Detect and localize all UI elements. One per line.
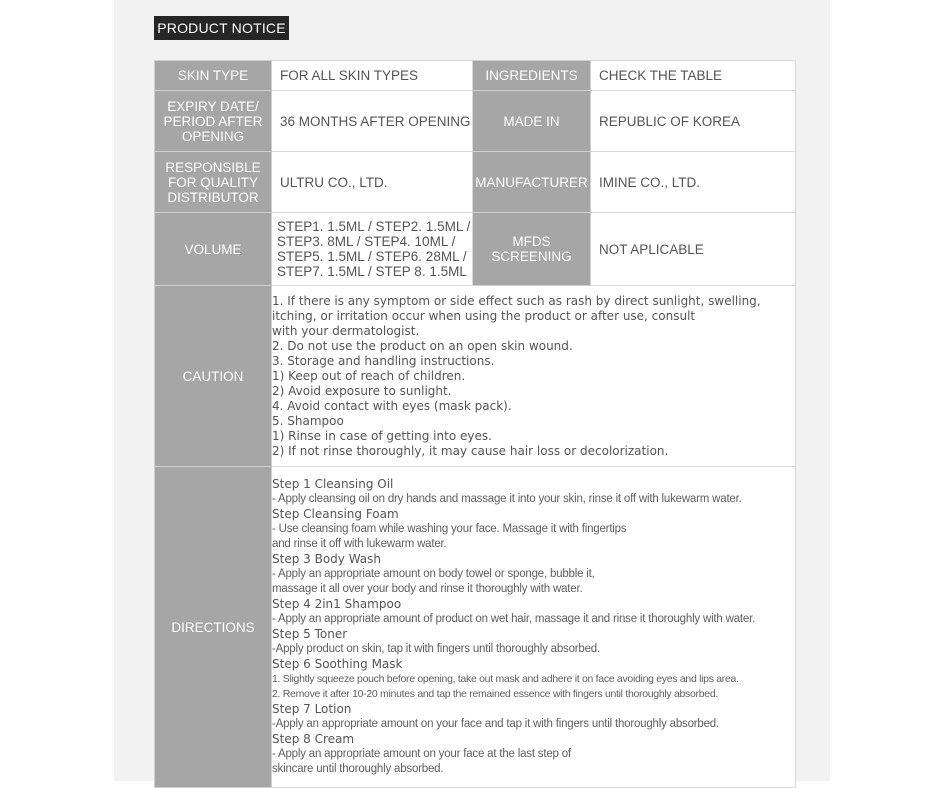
- skin-type-value: FOR ALL SKIN TYPES: [272, 61, 473, 91]
- made-in-value: REPUBLIC OF KOREA: [591, 91, 796, 152]
- volume-label: VOLUME: [155, 213, 272, 286]
- expiry-label: EXPIRY DATE/ PERIOD AFTER OPENING: [155, 91, 272, 152]
- responsible-distributor-value: ULTRU CO., LTD.: [272, 152, 473, 213]
- product-info-table: [154, 60, 796, 788]
- step-description: - Apply an appropriate amount on body towel or sponge, bubble it, massage it all over your body and rinse it thoroughly with water.: [272, 568, 595, 595]
- skin-type-label: SKIN TYPE: [155, 61, 272, 91]
- table-row: [155, 152, 796, 213]
- direction-step-1: [272, 477, 795, 507]
- direction-step-7: [272, 702, 795, 732]
- step-description: - Apply an appropriate amount on your face at the last step of skincare until thoroughly absorbed.: [272, 748, 571, 775]
- step-description: -Apply an appropriate amount on your face and tap it with fingers until thoroughly absorbed.: [272, 718, 719, 730]
- directions-label: DIRECTIONS: [155, 467, 272, 788]
- responsible-distributor-label: RESPONSIBLE FOR QUALITY DISTRIBUTOR: [155, 152, 272, 213]
- step-title: Step 3 Body Wash: [272, 552, 382, 566]
- mfds-screening-label: MFDS SCREENING: [473, 213, 591, 286]
- ingredients-label: INGREDIENTS: [473, 61, 591, 91]
- manufacturer-label: MANUFACTURER: [473, 152, 591, 213]
- table-row: [155, 467, 796, 788]
- table-row: [155, 91, 796, 152]
- step-title: Step 7 Lotion: [272, 702, 352, 716]
- step-description: - Apply cleansing oil on dry hands and massage it into your skin, rinse it off with lukewarm water.: [272, 493, 742, 505]
- caution-text: 1. If there is any symptom or side effect such as rash by direct sunlight, swelling, itching, or irritation occur when using the product or after use, consult with your dermatologist. 2. Do not use the product on an open skin wound. 3. Storage and handling instructions. 1) Keep out of reach of children. 2) Avoid exposure to sunlight. 4. Avoid contact with eyes (mask pack). 5. Shampoo 1) Rinse in case of getting into eyes. 2) If not rinse thoroughly, it may cause hair loss or decolorization.: [272, 286, 796, 467]
- direction-step-5: [272, 627, 795, 657]
- step-description: - Use cleansing foam while washing your face. Massage it with fingertips and rinse it off with lukewarm water.: [272, 523, 627, 550]
- step-title: Step 8 Cream: [272, 732, 355, 746]
- step-title: Step 4 2in1 Shampoo: [272, 597, 402, 611]
- expiry-value: 36 MONTHS AFTER OPENING: [272, 91, 473, 152]
- direction-step-3: [272, 552, 795, 597]
- step-title: Step 1 Cleansing Oil: [272, 477, 394, 491]
- table-row: [155, 213, 796, 286]
- table-row: [155, 286, 796, 467]
- mfds-screening-value: NOT APLICABLE: [591, 213, 796, 286]
- step-description: - Apply an appropriate amount of product on wet hair, massage it and rinse it thoroughly with water.: [272, 613, 756, 625]
- caution-label: CAUTION: [155, 286, 272, 467]
- direction-step-4: [272, 597, 795, 627]
- product-notice-title: PRODUCT NOTICE: [154, 16, 289, 40]
- direction-step-6: [272, 657, 795, 702]
- step-description: 1. Slightly squeeze pouch before opening, take out mask and adhere it on face avoiding eyes and lips area. 2. Remove it after 10-20 minutes and tap the remained essence with fingers until thoroughly absorbed.: [272, 673, 739, 700]
- product-notice-page: [114, 0, 830, 781]
- direction-step-2: [272, 507, 795, 552]
- made-in-label: MADE IN: [473, 91, 591, 152]
- volume-value: STEP1. 1.5ML / STEP2. 1.5ML / STEP3. 8ML / STEP4. 10ML / STEP5. 1.5ML / STEP6. 28ML / STEP7. 1.5ML / STEP 8. 1.5ML: [272, 213, 473, 286]
- direction-step-8: [272, 732, 795, 777]
- table-row: [155, 61, 796, 91]
- directions-content: [272, 467, 796, 788]
- step-title: Step 6 Soothing Mask: [272, 657, 403, 671]
- ingredients-value: CHECK THE TABLE: [591, 61, 796, 91]
- step-title: Step 5 Toner: [272, 627, 348, 641]
- manufacturer-value: IMINE CO., LTD.: [591, 152, 796, 213]
- step-description: -Apply product on skin, tap it with fingers until thoroughly absorbed.: [272, 643, 600, 655]
- step-title: Step Cleansing Foam: [272, 507, 399, 521]
